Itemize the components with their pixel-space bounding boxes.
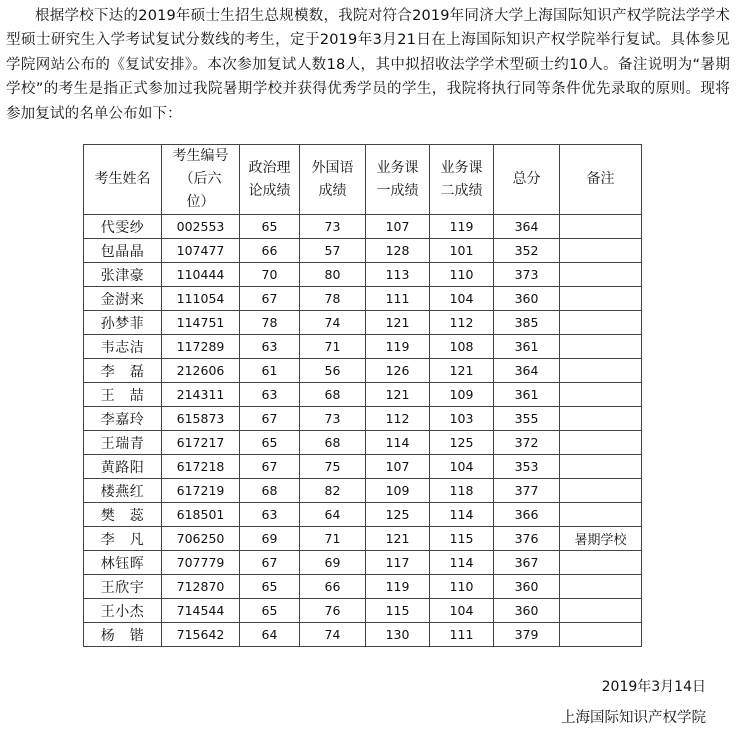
cell-remarks — [560, 287, 642, 311]
cell-major-two-score: 115 — [430, 527, 494, 551]
table-row — [84, 455, 642, 479]
cell-major-two-score: 112 — [430, 311, 494, 335]
cell-remarks — [560, 455, 642, 479]
cell-name: 杨 锴 — [84, 623, 162, 647]
cell-foreign-language-score: 57 — [300, 239, 366, 263]
table-row — [84, 407, 642, 431]
cell-major-one-score: 119 — [366, 575, 430, 599]
header-name: 考生姓名 — [84, 145, 162, 215]
cell-major-two-score: 110 — [430, 575, 494, 599]
cell-major-two-score: 101 — [430, 239, 494, 263]
table-row — [84, 287, 642, 311]
cell-major-two-score: 103 — [430, 407, 494, 431]
candidate-score-table — [83, 144, 642, 647]
intro-paragraph: 根据学校下达的2019年硕士生招生总规模数，我院对符合2019年同济大学上海国际知识产权学院法学学术型硕士研究生入学考试复试分数线的考生，定于2019年3月21日在上海国际知识产权学院举行复试。具体参见学院网站公布的《复试安排》。本次参加复试人数18人，其中拟招收法学学术型硕士约10人。备注说明为“暑期学校”的考生是指正式参加过我院暑期学校并获得优秀学员的学生，我院将执行同等条件优先录取的原则。现将参加复试的名单公布如下： — [6, 8, 730, 122]
cell-foreign-language-score: 78 — [300, 287, 366, 311]
header-remarks: 备注 — [560, 145, 642, 215]
cell-total-score: 353 — [494, 455, 560, 479]
table-row — [84, 527, 642, 551]
cell-major-one-score: 107 — [366, 215, 430, 239]
cell-politics-score: 70 — [240, 263, 300, 287]
cell-major-one-score: 115 — [366, 599, 430, 623]
cell-remarks — [560, 215, 642, 239]
table-row — [84, 431, 642, 455]
cell-total-score: 376 — [494, 527, 560, 551]
cell-major-two-score: 109 — [430, 383, 494, 407]
cell-foreign-language-score: 74 — [300, 311, 366, 335]
cell-politics-score: 63 — [240, 383, 300, 407]
cell-name: 王瑞青 — [84, 431, 162, 455]
cell-name: 张津豪 — [84, 263, 162, 287]
cell-name: 王欣宇 — [84, 575, 162, 599]
cell-name: 包晶晶 — [84, 239, 162, 263]
cell-name: 樊 蕊 — [84, 503, 162, 527]
cell-remarks — [560, 575, 642, 599]
cell-candidate-id: 002553 — [162, 215, 240, 239]
cell-major-two-score: 118 — [430, 479, 494, 503]
cell-politics-score: 65 — [240, 215, 300, 239]
cell-candidate-id: 114751 — [162, 311, 240, 335]
cell-total-score: 372 — [494, 431, 560, 455]
cell-foreign-language-score: 76 — [300, 599, 366, 623]
cell-name: 王 喆 — [84, 383, 162, 407]
cell-total-score: 360 — [494, 599, 560, 623]
cell-major-two-score: 114 — [430, 551, 494, 575]
cell-total-score: 367 — [494, 551, 560, 575]
cell-major-two-score: 104 — [430, 455, 494, 479]
cell-foreign-language-score: 73 — [300, 215, 366, 239]
cell-candidate-id: 714544 — [162, 599, 240, 623]
cell-foreign-language-score: 73 — [300, 407, 366, 431]
cell-major-two-score: 125 — [430, 431, 494, 455]
table-row — [84, 263, 642, 287]
cell-politics-score: 69 — [240, 527, 300, 551]
cell-name: 林钰晖 — [84, 551, 162, 575]
cell-candidate-id: 617219 — [162, 479, 240, 503]
cell-candidate-id: 617217 — [162, 431, 240, 455]
cell-name: 李 凡 — [84, 527, 162, 551]
cell-remarks — [560, 431, 642, 455]
cell-major-one-score: 119 — [366, 335, 430, 359]
cell-major-one-score: 113 — [366, 263, 430, 287]
cell-candidate-id: 615873 — [162, 407, 240, 431]
header-major-two-score: 业务课 二成绩 — [430, 145, 494, 215]
header-total-score: 总分 — [494, 145, 560, 215]
cell-name: 孙梦菲 — [84, 311, 162, 335]
cell-remarks — [560, 263, 642, 287]
cell-total-score: 361 — [494, 383, 560, 407]
header-foreign-language-score: 外国语 成绩 — [300, 145, 366, 215]
cell-politics-score: 64 — [240, 623, 300, 647]
cell-major-one-score: 121 — [366, 383, 430, 407]
cell-politics-score: 67 — [240, 407, 300, 431]
cell-remarks — [560, 623, 642, 647]
cell-candidate-id: 107477 — [162, 239, 240, 263]
cell-major-one-score: 126 — [366, 359, 430, 383]
cell-major-one-score: 121 — [366, 527, 430, 551]
cell-candidate-id: 214311 — [162, 383, 240, 407]
cell-remarks — [560, 407, 642, 431]
cell-major-one-score: 117 — [366, 551, 430, 575]
cell-remarks — [560, 359, 642, 383]
cell-remarks — [560, 479, 642, 503]
issuing-organization: 上海国际知识产权学院 — [561, 710, 706, 726]
cell-major-two-score: 119 — [430, 215, 494, 239]
cell-name: 王小杰 — [84, 599, 162, 623]
cell-candidate-id: 110444 — [162, 263, 240, 287]
header-politics-score: 政治理 论成绩 — [240, 145, 300, 215]
cell-candidate-id: 712870 — [162, 575, 240, 599]
cell-name: 韦志洁 — [84, 335, 162, 359]
cell-name: 李嘉玲 — [84, 407, 162, 431]
table-row — [84, 215, 642, 239]
cell-total-score: 364 — [494, 215, 560, 239]
cell-major-one-score: 107 — [366, 455, 430, 479]
cell-total-score: 360 — [494, 575, 560, 599]
cell-major-one-score: 125 — [366, 503, 430, 527]
table-row — [84, 623, 642, 647]
cell-total-score: 355 — [494, 407, 560, 431]
cell-foreign-language-score: 56 — [300, 359, 366, 383]
cell-major-one-score: 121 — [366, 311, 430, 335]
cell-remarks — [560, 335, 642, 359]
cell-major-one-score: 112 — [366, 407, 430, 431]
cell-major-one-score: 130 — [366, 623, 430, 647]
cell-total-score: 379 — [494, 623, 560, 647]
table-row — [84, 359, 642, 383]
cell-candidate-id: 617218 — [162, 455, 240, 479]
table-row — [84, 503, 642, 527]
cell-total-score: 360 — [494, 287, 560, 311]
cell-major-two-score: 104 — [430, 287, 494, 311]
cell-politics-score: 65 — [240, 599, 300, 623]
table-row — [84, 335, 642, 359]
cell-major-one-score: 111 — [366, 287, 430, 311]
cell-candidate-id: 111054 — [162, 287, 240, 311]
table-row — [84, 575, 642, 599]
cell-major-two-score: 121 — [430, 359, 494, 383]
cell-politics-score: 63 — [240, 335, 300, 359]
cell-foreign-language-score: 71 — [300, 527, 366, 551]
cell-major-one-score: 109 — [366, 479, 430, 503]
cell-major-two-score: 110 — [430, 263, 494, 287]
cell-remarks — [560, 551, 642, 575]
cell-politics-score: 67 — [240, 287, 300, 311]
table-row — [84, 479, 642, 503]
table-row — [84, 599, 642, 623]
cell-foreign-language-score: 66 — [300, 575, 366, 599]
cell-candidate-id: 707779 — [162, 551, 240, 575]
cell-major-two-score: 114 — [430, 503, 494, 527]
cell-candidate-id: 117289 — [162, 335, 240, 359]
cell-total-score: 352 — [494, 239, 560, 263]
cell-remarks — [560, 599, 642, 623]
cell-politics-score: 65 — [240, 431, 300, 455]
table-header — [84, 145, 642, 215]
cell-total-score: 385 — [494, 311, 560, 335]
cell-politics-score: 65 — [240, 575, 300, 599]
cell-politics-score: 68 — [240, 479, 300, 503]
cell-foreign-language-score: 69 — [300, 551, 366, 575]
cell-major-two-score: 104 — [430, 599, 494, 623]
table-row — [84, 311, 642, 335]
cell-foreign-language-score: 74 — [300, 623, 366, 647]
cell-total-score: 377 — [494, 479, 560, 503]
cell-foreign-language-score: 68 — [300, 431, 366, 455]
cell-candidate-id: 715642 — [162, 623, 240, 647]
cell-candidate-id: 212606 — [162, 359, 240, 383]
cell-major-one-score: 114 — [366, 431, 430, 455]
table-body — [84, 215, 642, 647]
cell-foreign-language-score: 71 — [300, 335, 366, 359]
cell-politics-score: 66 — [240, 239, 300, 263]
cell-remarks — [560, 503, 642, 527]
cell-name: 楼燕红 — [84, 479, 162, 503]
cell-foreign-language-score: 75 — [300, 455, 366, 479]
announcement-date: 2019年3月14日 — [601, 679, 706, 695]
cell-name: 金澍来 — [84, 287, 162, 311]
cell-politics-score: 78 — [240, 311, 300, 335]
table-row — [84, 551, 642, 575]
cell-foreign-language-score: 64 — [300, 503, 366, 527]
cell-foreign-language-score: 80 — [300, 263, 366, 287]
cell-name: 李 磊 — [84, 359, 162, 383]
cell-politics-score: 61 — [240, 359, 300, 383]
table-row — [84, 239, 642, 263]
header-major-one-score: 业务课 一成绩 — [366, 145, 430, 215]
cell-total-score: 366 — [494, 503, 560, 527]
cell-remarks: 暑期学校 — [560, 527, 642, 551]
table-row — [84, 383, 642, 407]
cell-total-score: 373 — [494, 263, 560, 287]
cell-foreign-language-score: 68 — [300, 383, 366, 407]
cell-total-score: 364 — [494, 359, 560, 383]
cell-remarks — [560, 311, 642, 335]
cell-major-one-score: 128 — [366, 239, 430, 263]
header-candidate-id: 考生编号 （后六 位） — [162, 145, 240, 215]
cell-major-two-score: 111 — [430, 623, 494, 647]
cell-candidate-id: 618501 — [162, 503, 240, 527]
header-row — [84, 145, 642, 215]
cell-total-score: 361 — [494, 335, 560, 359]
cell-politics-score: 67 — [240, 551, 300, 575]
cell-candidate-id: 706250 — [162, 527, 240, 551]
cell-foreign-language-score: 82 — [300, 479, 366, 503]
cell-politics-score: 63 — [240, 503, 300, 527]
cell-remarks — [560, 239, 642, 263]
cell-major-two-score: 108 — [430, 335, 494, 359]
cell-remarks — [560, 383, 642, 407]
cell-name: 黄路阳 — [84, 455, 162, 479]
cell-politics-score: 67 — [240, 455, 300, 479]
cell-name: 代雯纱 — [84, 215, 162, 239]
